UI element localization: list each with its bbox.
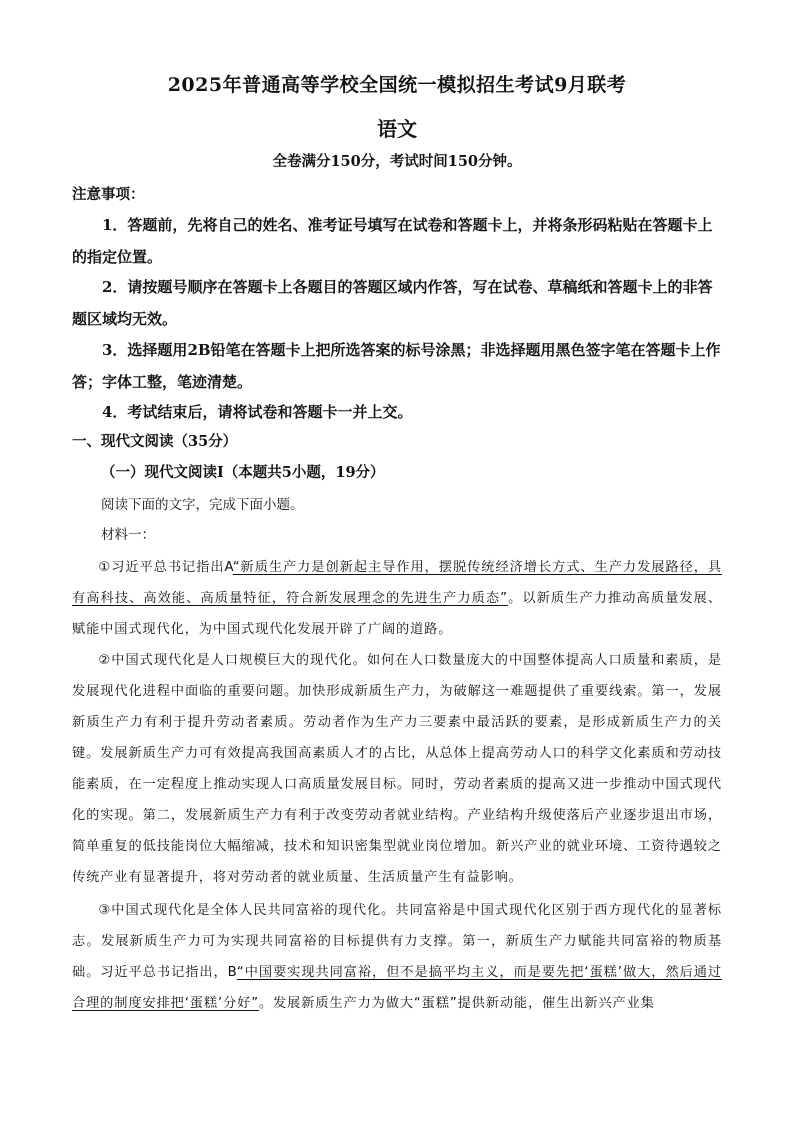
underlined-quote-a: “新质生产力是创新起主导作用，摆脱传统经济增长方式、生产力发展路径，具有高科技、高效能、高质量特征，符合新发展理念的先进生产力质态” xyxy=(72,560,722,606)
paragraph-text: 。以新质生产力推动高质量发展、赋能中国式现代化，为中国式现代化发展开辟了广阔的道路。 xyxy=(72,591,722,637)
paragraph-text: ①习近平总书记指出A xyxy=(98,560,233,575)
paragraph-2: ②中国式现代化是人口规模巨大的现代化。如何在人口数量庞大的中国整体提高人口质量和素质，是发展现代化进程中面临的重要问题。加快形成新质生产力，为破解这一难题提供了重要线索。第一，发展新质生产力有利于提升劳动者素质。劳动者作为生产力三要素中最活跃的要素，是形成新质生产力的关键。发展新质生产力可有效提高我国高素质人才的占比，从总体上提高劳动人口的科学文化素质和劳动技能素质，在一定程度上推动实现人口高质量发展目标。同时，劳动者素质的提高又进一步推动中国式现代化的实现。第二，发展新质生产力有利于改变劳动者就业结构。产业结构升级使落后产业逐步退出市场，简单重复的低技能岗位大幅缩减，技术和知识密集型就业岗位增加。新兴产业的就业环境、工资待遇较之传统产业有显著提升，将对劳动者的就业质量、生活质量产生有益影响。 xyxy=(72,653,722,885)
subject-title: 语文 xyxy=(377,117,417,141)
score-time-line: 全卷满分150分，考试时间150分钟。 xyxy=(272,153,522,170)
subsection-heading: （一）现代文阅读Ⅰ（本题共5小题，19分） xyxy=(101,464,385,481)
notice-heading: 注意事项： xyxy=(72,186,145,203)
notice-item: 1．答题前，先将自己的姓名、准考证号填写在试卷和答题卡上，并将条形码粘贴在答题卡上的指定位置。 xyxy=(72,216,713,266)
paragraph-text: 。发展新质生产力为做大“蛋糕”提供新动能，催生出新兴产业集 xyxy=(258,996,655,1011)
notice-item: 4．考试结束后，请将试卷和答题卡一并上交。 xyxy=(102,403,413,421)
paragraph-1 xyxy=(72,552,722,645)
paragraph-3 xyxy=(72,895,722,1019)
underlined-quote-b: “中国要实现共同富裕，但不是搞平均主义，而是要先把‘蛋糕’做大，然后通过合理的制度安排把‘蛋糕’分好” xyxy=(72,965,722,1011)
section-heading: 一、现代文阅读（35分） xyxy=(72,433,238,450)
notice-item: 3．选择题用2B铅笔在答题卡上把所选答案的标号涂黑；非选择题用黑色签字笔在答题卡上作答；字体工整，笔迹清楚。 xyxy=(72,341,721,391)
reading-instruction: 阅读下面的文字，完成下面小题。 xyxy=(101,497,304,513)
paragraph-text: ③中国式现代化是全体人民共同富裕的现代化。共同富裕是中国式现代化区别于西方现代化的显著标志。发展新质生产力可为实现共同富裕的目标提供有力支撑。第一，新质生产力赋能共同富裕的物质基础。习近平总书记指出，B xyxy=(72,903,722,980)
exam-title: 2025年普通高等学校全国统一模拟招生考试9月联考 xyxy=(167,74,627,96)
notice-item: 2．请按题号顺序在答题卡上各题目的答题区域内作答，写在试卷、草稿纸和答题卡上的非答题区域均无效。 xyxy=(72,278,713,328)
material-label: 材料一： xyxy=(101,527,155,543)
